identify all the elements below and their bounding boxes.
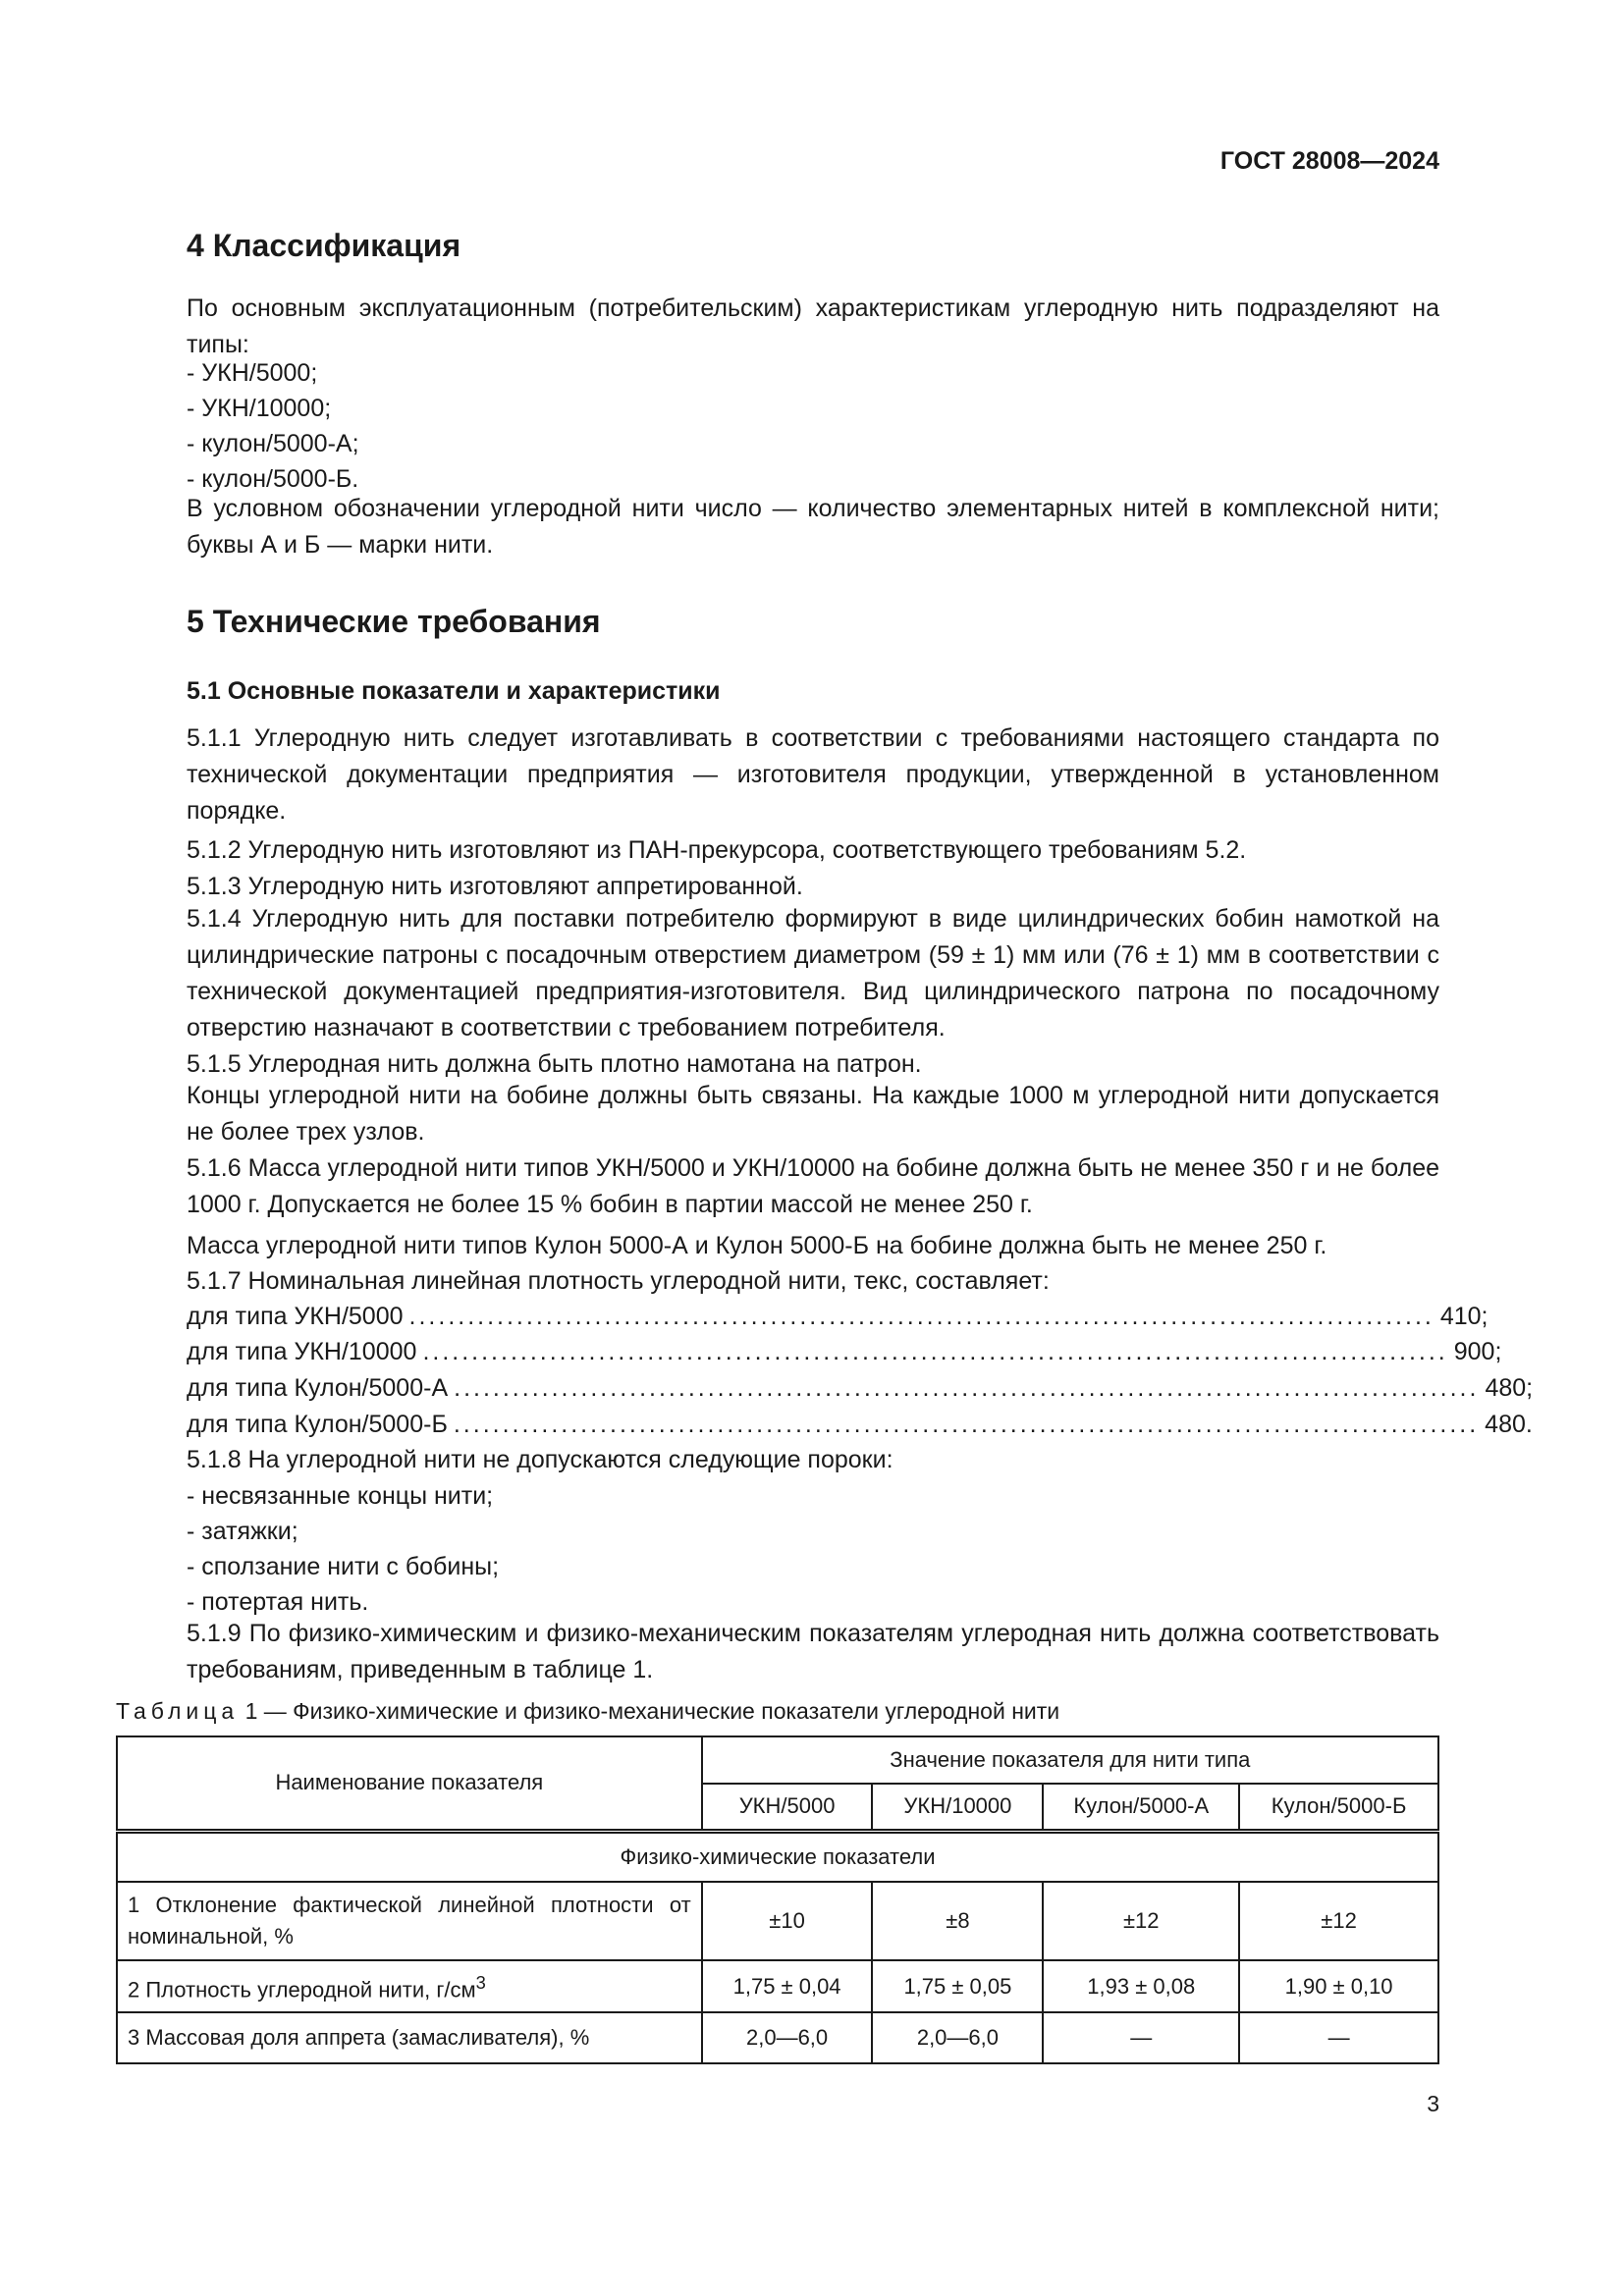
row-name: 2 Плотность углеродной нити, $г/см^3$ — [117, 1960, 702, 2012]
column-header-type: УКН/5000 — [702, 1784, 873, 1831]
row-name: 1 Отклонение фактической линейной плотности от номинальной, % — [117, 1882, 702, 1960]
paragraph-5-1-6-kulon: Масса углеродной нити типов Кулон 5000-А и Кулон 5000-Б на бобине должна быть не менее 250 г. — [187, 1232, 1327, 1259]
paragraph-5-1-9: 5.1.9 По физико-химическим и физико-механическим показателям углеродная нить должна соответствовать требованиям, приведенным в таблице 1. — [187, 1620, 1439, 1683]
defect-item: - затяжки; — [187, 1518, 298, 1545]
density-row: для типа УКН/10000 ......................................................................................................... 900; — [187, 1338, 1502, 1365]
cell-value: 1,75 ± 0,05 — [872, 1960, 1043, 2012]
cell-value: 2,0—6,0 — [872, 2012, 1043, 2063]
group-row: Физико-химические показатели — [117, 1831, 1438, 1882]
table-caption: Таблица 1 — Физико-химические и физико-механические показатели углеродной нити — [116, 1698, 1060, 1724]
column-header-type: УКН/10000 — [872, 1784, 1043, 1831]
paragraph-5-1-8: 5.1.8 На углеродной нити не допускаются следующие пороки: — [187, 1446, 893, 1473]
document-code: ГОСТ 28008—2024 — [1219, 147, 1439, 175]
section-4-intro: По основным эксплуатационным (потребительским) характеристикам углеродную нить подразделяют на типы: — [187, 294, 1439, 358]
cell-value: — — [1239, 2012, 1438, 2063]
cell-value: 1,93 ± 0,08 — [1043, 1960, 1239, 2012]
column-header-type: Кулон/5000-Б — [1239, 1784, 1438, 1831]
density-row: для типа УКН/5000 ......................................................................................................... 410; — [187, 1303, 1489, 1330]
cell-value: ±12 — [1043, 1882, 1239, 1960]
cell-value: 1,90 ± 0,10 — [1239, 1960, 1438, 2012]
density-row: для типа Кулон/5000-А ......................................................................................................... 480; — [187, 1374, 1534, 1402]
column-header-type: Кулон/5000-А — [1043, 1784, 1239, 1831]
defect-item: - несвязанные концы нити; — [187, 1482, 494, 1510]
cell-value: ±12 — [1239, 1882, 1438, 1960]
subsection-5-1-title: 5.1 Основные показатели и характеристики — [187, 677, 721, 705]
paragraph-5-1-1: 5.1.1 Углеродную нить следует изготавливать в соответствии с требованиями настоящего стандарта по технической документации предприятия — изготовителя продукции, утвержденной в установленном порядке. — [187, 724, 1439, 825]
table-row — [117, 1882, 1438, 1960]
type-item: - УКН/10000; — [187, 395, 332, 422]
section-5-title: 5 Технические требования — [187, 604, 601, 639]
page-number: 3 — [1427, 2091, 1439, 2116]
paragraph-5-1-4: 5.1.4 Углеродную нить для поставки потребителю формируют в виде цилиндрических бобин намоткой на цилиндрические патроны с посадочным отверстием диаметром (59 ± 1) мм или (76 ± 1) мм в соответствии с технической документацией предприятия-изготовителя. Вид цилиндрического патрона по посадочному отверстию назначают в соответствии с требованием потребителя. — [187, 905, 1439, 1041]
paragraph-5-1-7: 5.1.7 Номинальная линейная плотность углеродной нити, текс, составляет: — [187, 1267, 1050, 1295]
column-header-name: Наименование показателя — [117, 1736, 702, 1831]
density-row: для типа Кулон/5000-Б ......................................................................................................... 480. — [187, 1411, 1533, 1438]
row-name: 3 Массовая доля аппрета (замасливателя), % — [117, 2012, 702, 2063]
paragraph-5-1-5: 5.1.5 Углеродная нить должна быть плотно намотана на патрон. — [187, 1050, 922, 1078]
paragraph-5-1-2: 5.1.2 Углеродную нить изготовляют из ПАН-прекурсора, соответствующего требованиям 5.2. — [187, 836, 1247, 864]
cell-value: — — [1043, 2012, 1239, 2063]
cell-value: 2,0—6,0 — [702, 2012, 873, 2063]
defect-item: - потертая нить. — [187, 1588, 369, 1616]
type-item: - кулон/5000-А; — [187, 430, 359, 457]
type-item: - кулон/5000-Б. — [187, 465, 359, 493]
column-group-header: Значение показателя для нити типа — [702, 1736, 1438, 1784]
table-row — [117, 1960, 1438, 2012]
table-1 — [116, 1735, 1439, 2064]
paragraph-5-1-3: 5.1.3 Углеродную нить изготовляют аппретированной. — [187, 873, 803, 900]
section-4-note: В условном обозначении углеродной нити число — количество элементарных нитей в комплексной нити; буквы А и Б — марки нити. — [187, 495, 1439, 559]
paragraph-5-1-6: 5.1.6 Масса углеродной нити типов УКН/5000 и УКН/10000 на бобине должна быть не менее 350 г и не более 1000 г. Допускается не более 15 % бобин в партии массой не менее 250 г. — [187, 1154, 1439, 1218]
table-row — [117, 2012, 1438, 2063]
section-4-title: 4 Классификация — [187, 228, 461, 263]
type-item: - УКН/5000; — [187, 359, 318, 387]
cell-value: ±8 — [872, 1882, 1043, 1960]
paragraph-5-1-5-knots: Концы углеродной нити на бобине должны быть связаны. На каждые 1000 м углеродной нити допускается не более трех узлов. — [187, 1082, 1439, 1146]
defect-item: - сползание нити с бобины; — [187, 1553, 500, 1580]
cell-value: ±10 — [702, 1882, 873, 1960]
cell-value: 1,75 ± 0,04 — [702, 1960, 873, 2012]
